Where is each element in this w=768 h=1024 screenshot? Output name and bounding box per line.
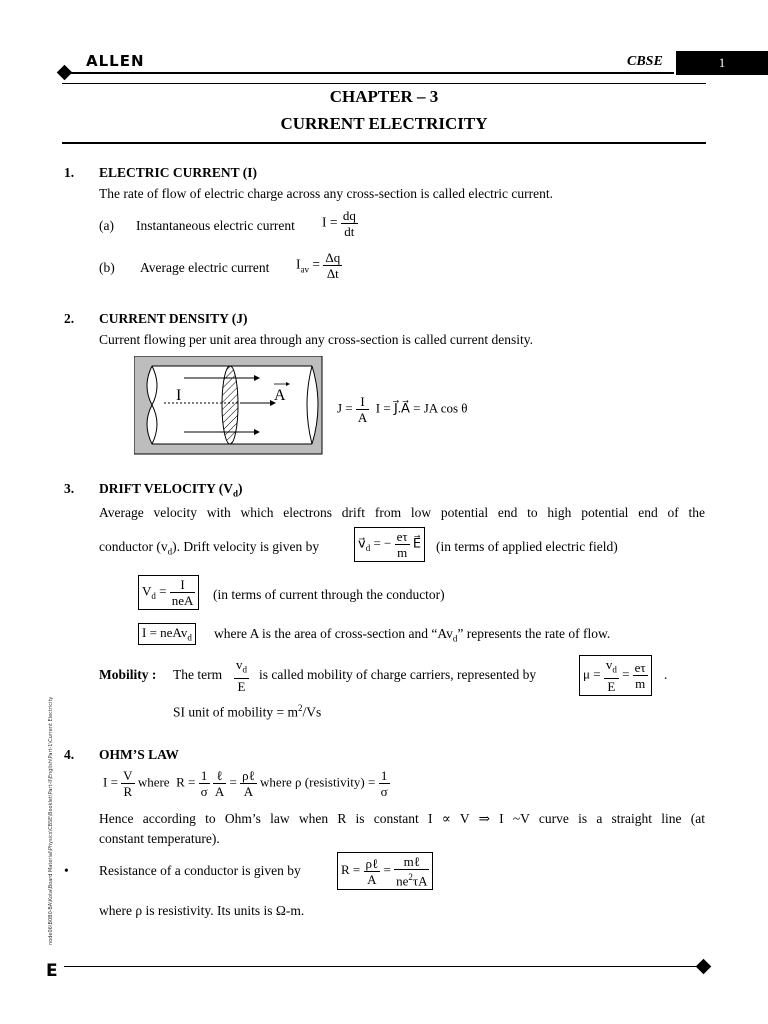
item-a-text: Instantaneous electric current [136,218,295,233]
title-top-rule [62,83,706,84]
footer-diamond [696,959,712,975]
formula-resistance: R = $\frac{\text{ρℓ}}{A}$ = $\frac{\text{mℓ}}{ne^2\tau A}$ [337,852,433,890]
page-number: 1 [676,51,768,75]
formula-mobility: μ = $\frac{v_d}{E}$ = $\frac{e\tau}{m}$ [579,655,652,696]
mobility-period: . [664,667,668,682]
chapter-title: CURRENT ELECTRICITY [280,114,488,133]
section-4-number: 4. [64,747,75,762]
section-3-title-text: DRIFT VELOCITY (V [99,481,234,496]
item-b-label: (b) [99,260,115,275]
side-file-path: node06\B0B0-BA\Kota\Board Material\Physics\CBSE\Booklet\Part-II\English\Part-1\Current Electricity [48,696,54,945]
mobility-text-2: is called mobility of charge carriers, represented by [259,667,537,682]
section-1-number: 1. [64,165,75,180]
section-3-number: 3. [64,481,75,496]
mobility-si-unit: SI unit of mobility = $m^2/Vs$ [173,703,322,720]
item-a-label: (a) [99,218,114,233]
footer-letter: E [46,961,58,981]
section-4-text-2: constant temperature). [99,831,220,846]
figure-label-A: A [274,387,286,404]
chapter-number: CHAPTER – 3 [329,87,439,106]
section-3-text-2: conductor $(v_d)$. Drift velocity is given by [99,539,320,557]
bullet: • [64,863,69,878]
section-2-number: 2. [64,311,75,326]
section-4-text-1: Hence according to Ohm’s law when R is constant I ∝ V ⇒ I ~V curve is a straight line (at [99,811,705,826]
brand-logo: ALLEN [86,52,145,70]
resistivity-units-text: where ρ is resistivity. Its units is Ω-m. [99,903,305,918]
resistance-text: Resistance of a conductor is given by [99,863,301,878]
formula-instantaneous-current: I = $\frac{dq}{dt}$ [322,208,356,239]
series-label: CBSE [627,54,663,69]
figure-label-I: I [176,387,182,404]
text2-a: conductor (v [99,539,168,554]
formula-average-current: $I_{av}$ = $\frac{\Delta q}{\Delta t}$ [296,250,341,281]
mobility-term: $\frac{v_d}{E}$ [236,657,247,694]
note3-b: ” represents the rate of flow. [457,626,611,641]
formula-drift-velocity-field: $v⃗_d$ = − $\frac{e\tau}{m}$ E⃗ [354,527,425,562]
section-1-title: ELECTRIC CURRENT (I) [99,165,258,180]
text2-b: ). Drift velocity is given by [172,539,320,554]
section-3-text-1: Average velocity with which electrons drift from low potential end to high potential end of the [99,505,705,520]
section-3-title: DRIFT VELOCITY $(V_d)$ [99,481,243,499]
section-2-text: Current flowing per unit area through any cross-section is called current density. [99,332,533,347]
section-1-text: The rate of flow of electric charge across any cross-section is called electric current. [99,186,554,201]
note3-a: where A is the area of cross-section and “Av [214,626,453,641]
mobility-text: The term [173,667,223,682]
note-applied-field: (in terms of applied electric field) [436,539,618,554]
current-density-figure [134,356,324,456]
mobility-label: Mobility : [99,667,157,682]
header-rule [64,72,674,74]
formula-current-density: J = $\frac{I}{A}$ I = J⃗.A⃗ = JA cos θ [337,394,468,425]
si-text: SI unit of mobility = m [173,704,298,720]
section-2-title: CURRENT DENSITY (J) [99,311,248,326]
note-current: (in terms of current through the conductor) [213,587,445,602]
section-4-title: OHM’S LAW [99,747,179,762]
si-tail: /Vs [302,704,322,720]
formula-drift-velocity-current: $V_d$ = $\frac{I}{\text{neA}}$ [138,575,199,610]
formula-i-neavd: I = neAv$_d$ [138,623,196,645]
title-bottom-rule [62,142,706,144]
footer-rule [64,966,704,967]
formula-ohms-law: I = $\frac{V}{R}$ where R = $\frac{1}{\sigma}$ $\frac{\text{ℓ}}{A}$ = $\frac{\text{ρℓ}}{A}$ where ρ (resistivity) = $\frac{1}{\sigma}$ [103,768,388,799]
item-b-text: Average electric current [140,260,270,275]
note-area: where A is the area of cross-section and “$Av_d$” represents the rate of flow. [214,626,611,644]
